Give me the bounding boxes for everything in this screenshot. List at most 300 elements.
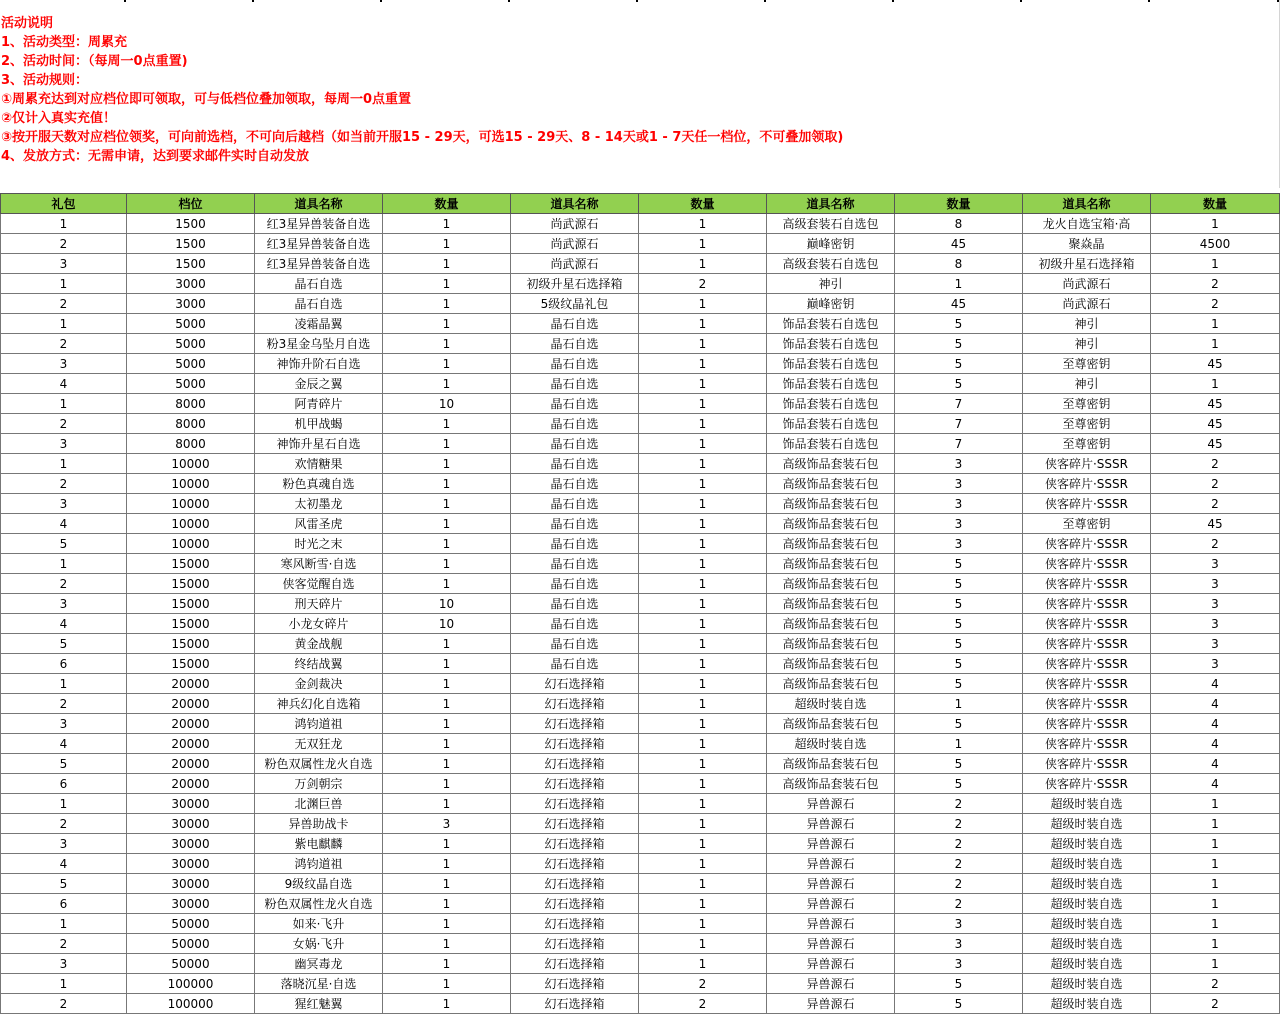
table-cell: 4500 <box>1151 234 1280 254</box>
table-cell: 异兽源石 <box>767 794 895 814</box>
table-cell: 30000 <box>127 834 255 854</box>
table-cell: 1 <box>1151 914 1280 934</box>
table-cell: 1 <box>383 514 511 534</box>
column-header: 档位 <box>127 194 255 214</box>
notice-title: 活动说明 <box>1 16 54 31</box>
table-cell: 超级时装自选 <box>1023 934 1151 954</box>
table-cell: 超级时装自选 <box>1023 794 1151 814</box>
table-cell: 饰品套装石自选包 <box>767 314 895 334</box>
table-cell: 1 <box>383 654 511 674</box>
table-cell: 6 <box>1 654 127 674</box>
table-cell: 30000 <box>127 874 255 894</box>
table-row <box>1 434 1280 454</box>
table-cell: 超级时装自选 <box>1023 894 1151 914</box>
table-cell: 30000 <box>127 794 255 814</box>
table-cell: 1 <box>383 494 511 514</box>
table-cell: 5 <box>895 354 1023 374</box>
table-row <box>1 574 1280 594</box>
table-cell: 10000 <box>127 454 255 474</box>
table-cell: 8000 <box>127 414 255 434</box>
table-cell: 晶石自选 <box>511 514 639 534</box>
table-cell: 1500 <box>127 234 255 254</box>
table-cell: 15000 <box>127 614 255 634</box>
table-cell: 晶石自选 <box>511 654 639 674</box>
table-cell: 小龙女碎片 <box>255 614 383 634</box>
table-row <box>1 514 1280 534</box>
table-cell: 1 <box>383 574 511 594</box>
notice-line: 1、活动类型：周累充 <box>1 35 128 50</box>
table-cell: 1 <box>383 854 511 874</box>
table-cell: 2 <box>895 874 1023 894</box>
table-cell: 饰品套装石自选包 <box>767 334 895 354</box>
table-cell: 1 <box>1 454 127 474</box>
table-cell: 3 <box>383 814 511 834</box>
table-cell: 黄金战舰 <box>255 634 383 654</box>
table-cell: 30000 <box>127 894 255 914</box>
table-cell: 超级时装自选 <box>1023 814 1151 834</box>
table-cell: 女娲·飞升 <box>255 934 383 954</box>
table-cell: 2 <box>1 814 127 834</box>
table-cell: 1 <box>1151 794 1280 814</box>
table-cell: 异兽源石 <box>767 894 895 914</box>
table-cell: 侠客碎片·SSSR <box>1023 554 1151 574</box>
table-cell: 4 <box>1151 694 1280 714</box>
table-cell: 1 <box>639 574 767 594</box>
table-cell: 1 <box>1151 834 1280 854</box>
table-cell: 2 <box>895 814 1023 834</box>
table-cell: 2 <box>1151 454 1280 474</box>
table-cell: 2 <box>1151 534 1280 554</box>
table-cell: 1 <box>383 254 511 274</box>
table-cell: 幻石选择箱 <box>511 914 639 934</box>
table-cell: 5 <box>895 614 1023 634</box>
table-cell: 1 <box>383 634 511 654</box>
table-cell: 5 <box>895 754 1023 774</box>
table-cell: 1 <box>383 314 511 334</box>
table-row <box>1 314 1280 334</box>
table-cell: 2 <box>639 974 767 994</box>
table-cell: 晶石自选 <box>511 554 639 574</box>
table-cell: 3000 <box>127 274 255 294</box>
table-cell: 3 <box>1151 594 1280 614</box>
table-cell: 15000 <box>127 554 255 574</box>
table-cell: 神兵幻化自选箱 <box>255 694 383 714</box>
table-cell: 异兽源石 <box>767 814 895 834</box>
table-cell: 幻石选择箱 <box>511 714 639 734</box>
table-cell: 侠客觉醒自选 <box>255 574 383 594</box>
table-cell: 5 <box>895 594 1023 614</box>
table-cell: 幻石选择箱 <box>511 894 639 914</box>
table-cell: 1 <box>383 334 511 354</box>
table-cell: 3 <box>1 834 127 854</box>
table-cell: 欢情糖果 <box>255 454 383 474</box>
column-header: 礼包 <box>1 194 127 214</box>
table-cell: 1 <box>1151 954 1280 974</box>
table-cell: 5000 <box>127 354 255 374</box>
table-cell: 5 <box>895 334 1023 354</box>
table-cell: 晶石自选 <box>511 374 639 394</box>
table-cell: 1 <box>1 914 127 934</box>
table-cell: 刑天碎片 <box>255 594 383 614</box>
table-cell: 1 <box>639 454 767 474</box>
table-cell: 侠客碎片·SSSR <box>1023 754 1151 774</box>
table-cell: 2 <box>1 234 127 254</box>
table-cell: 侠客碎片·SSSR <box>1023 574 1151 594</box>
table-cell: 5 <box>895 314 1023 334</box>
table-cell: 1 <box>639 394 767 414</box>
table-cell: 20000 <box>127 754 255 774</box>
table-cell: 1 <box>639 214 767 234</box>
table-cell: 侠客碎片·SSSR <box>1023 614 1151 634</box>
table-row <box>1 274 1280 294</box>
table-row <box>1 694 1280 714</box>
table-cell: 超级时装自选 <box>1023 974 1151 994</box>
table-cell: 8000 <box>127 394 255 414</box>
table-cell: 1500 <box>127 214 255 234</box>
table-cell: 10 <box>383 594 511 614</box>
table-cell: 1 <box>1 214 127 234</box>
table-cell: 神饰升阶石自选 <box>255 354 383 374</box>
table-cell: 粉3星金乌坠月自选 <box>255 334 383 354</box>
table-cell: 幽冥毒龙 <box>255 954 383 974</box>
table-cell: 1 <box>1 554 127 574</box>
table-cell: 终结战翼 <box>255 654 383 674</box>
table-cell: 1 <box>383 914 511 934</box>
table-cell: 异兽源石 <box>767 934 895 954</box>
table-cell: 1 <box>639 714 767 734</box>
table-cell: 20000 <box>127 734 255 754</box>
table-cell: 2 <box>639 274 767 294</box>
table-cell: 7 <box>895 394 1023 414</box>
table-cell: 1 <box>639 834 767 854</box>
table-cell: 4 <box>1151 754 1280 774</box>
table-cell: 3 <box>895 914 1023 934</box>
table-cell: 幻石选择箱 <box>511 834 639 854</box>
table-cell: 1 <box>1151 334 1280 354</box>
table-cell: 1 <box>1151 874 1280 894</box>
table-cell: 4 <box>1 374 127 394</box>
table-cell: 1 <box>639 874 767 894</box>
table-cell: 如来·飞升 <box>255 914 383 934</box>
table-cell: 1 <box>383 454 511 474</box>
table-cell: 红3星异兽装备自选 <box>255 254 383 274</box>
table-cell: 3 <box>1151 654 1280 674</box>
table-row <box>1 454 1280 474</box>
table-cell: 1 <box>383 734 511 754</box>
table-cell: 2 <box>1151 494 1280 514</box>
table-cell: 侠客碎片·SSSR <box>1023 654 1151 674</box>
table-cell: 高级饰品套装石包 <box>767 654 895 674</box>
table-cell: 1 <box>1 794 127 814</box>
table-cell: 高级饰品套装石包 <box>767 514 895 534</box>
table-cell: 1 <box>639 254 767 274</box>
table-cell: 1 <box>639 774 767 794</box>
notice-line: 2、活动时间：（每周一0点重置) <box>1 54 188 69</box>
table-cell: 1 <box>383 414 511 434</box>
table-row <box>1 354 1280 374</box>
column-header: 数量 <box>1151 194 1280 214</box>
table-cell: 4 <box>1151 734 1280 754</box>
table-cell: 异兽源石 <box>767 834 895 854</box>
table-cell: 20000 <box>127 694 255 714</box>
table-cell: 5 <box>1 754 127 774</box>
table-cell: 8 <box>895 254 1023 274</box>
table-cell: 45 <box>1151 354 1280 374</box>
table-cell: 幻石选择箱 <box>511 734 639 754</box>
table-cell: 1 <box>383 694 511 714</box>
table-cell: 晶石自选 <box>511 354 639 374</box>
table-cell: 1 <box>639 294 767 314</box>
table-cell: 高级饰品套装石包 <box>767 574 895 594</box>
table-cell: 幻石选择箱 <box>511 814 639 834</box>
table-cell: 万剑朝宗 <box>255 774 383 794</box>
table-cell: 1 <box>639 934 767 954</box>
table-cell: 4 <box>1 514 127 534</box>
table-cell: 2 <box>1 934 127 954</box>
table-cell: 尚武源石 <box>511 234 639 254</box>
table-cell: 晶石自选 <box>511 614 639 634</box>
table-cell: 1 <box>639 734 767 754</box>
table-row <box>1 614 1280 634</box>
table-cell: 鸿钧道祖 <box>255 714 383 734</box>
table-cell: 6 <box>1 894 127 914</box>
table-cell: 1 <box>383 894 511 914</box>
table-row <box>1 334 1280 354</box>
table-cell: 45 <box>1151 514 1280 534</box>
table-cell: 侠客碎片·SSSR <box>1023 474 1151 494</box>
notice-line: ①周累充达到对应档位即可领取，可与低档位叠加领取，每周一0点重置 <box>1 92 412 107</box>
table-cell: 30000 <box>127 854 255 874</box>
table-cell: 侠客碎片·SSSR <box>1023 774 1151 794</box>
table-cell: 2 <box>639 994 767 1014</box>
table-row <box>1 534 1280 554</box>
table-cell: 红3星异兽装备自选 <box>255 234 383 254</box>
table-cell: 1 <box>383 554 511 574</box>
table-cell: 2 <box>895 894 1023 914</box>
table-cell: 5000 <box>127 334 255 354</box>
table-cell: 3000 <box>127 294 255 314</box>
table-cell: 幻石选择箱 <box>511 974 639 994</box>
table-cell: 尚武源石 <box>511 254 639 274</box>
table-cell: 5级纹晶礼包 <box>511 294 639 314</box>
table-cell: 至尊密钥 <box>1023 514 1151 534</box>
table-cell: 晶石自选 <box>511 334 639 354</box>
table-cell: 高级饰品套装石包 <box>767 554 895 574</box>
table-cell: 1 <box>639 694 767 714</box>
table-cell: 45 <box>1151 394 1280 414</box>
table-cell: 超级时装自选 <box>767 694 895 714</box>
table-cell: 100000 <box>127 974 255 994</box>
table-cell: 3 <box>1151 614 1280 634</box>
table-cell: 高级套装石自选包 <box>767 254 895 274</box>
table-cell: 9级纹晶自选 <box>255 874 383 894</box>
table-cell: 5 <box>895 654 1023 674</box>
column-header: 数量 <box>383 194 511 214</box>
table-row <box>1 294 1280 314</box>
table-cell: 5000 <box>127 314 255 334</box>
table-cell: 2 <box>1 694 127 714</box>
table-row <box>1 394 1280 414</box>
table-cell: 侠客碎片·SSSR <box>1023 714 1151 734</box>
table-cell: 1 <box>895 694 1023 714</box>
table-cell: 晶石自选 <box>511 454 639 474</box>
table-cell: 3 <box>1 354 127 374</box>
table-cell: 晶石自选 <box>511 314 639 334</box>
notice-line: ③按开服天数对应档位领奖，可向前选档，不可向后越档（如当前开服15 - 29天，可选15 - 29天、8 - 14天或1 - 7天任一档位，不可叠加领取) <box>1 130 844 145</box>
table-cell: 3 <box>1 494 127 514</box>
table-cell: 5 <box>895 634 1023 654</box>
table-cell: 寒风断雪·自选 <box>255 554 383 574</box>
table-cell: 10 <box>383 394 511 414</box>
table-cell: 晶石自选 <box>511 394 639 414</box>
table-cell: 1 <box>383 214 511 234</box>
table-cell: 2 <box>1 294 127 314</box>
table-cell: 异兽源石 <box>767 914 895 934</box>
table-cell: 1 <box>1151 214 1280 234</box>
table-cell: 3 <box>895 934 1023 954</box>
table-cell: 侠客碎片·SSSR <box>1023 694 1151 714</box>
table-cell: 1 <box>1151 314 1280 334</box>
notice-line: 3、活动规则： <box>1 73 89 88</box>
table-cell: 1 <box>639 794 767 814</box>
table-row <box>1 754 1280 774</box>
table-cell: 紫电麒麟 <box>255 834 383 854</box>
table-cell: 神引 <box>1023 334 1151 354</box>
table-cell: 50000 <box>127 934 255 954</box>
table-cell: 巅峰密钥 <box>767 234 895 254</box>
table-cell: 至尊密钥 <box>1023 414 1151 434</box>
table-cell: 侠客碎片·SSSR <box>1023 494 1151 514</box>
column-header: 数量 <box>895 194 1023 214</box>
table-cell: 5 <box>895 554 1023 574</box>
table-cell: 4 <box>1151 674 1280 694</box>
table-cell: 45 <box>895 294 1023 314</box>
table-cell: 2 <box>895 834 1023 854</box>
table-cell: 1 <box>639 534 767 554</box>
table-cell: 初级升星石选择箱 <box>511 274 639 294</box>
table-cell: 20000 <box>127 714 255 734</box>
table-cell: 1 <box>639 614 767 634</box>
table-cell: 1 <box>639 414 767 434</box>
table-cell: 4 <box>1 734 127 754</box>
table-cell: 1 <box>639 494 767 514</box>
table-cell: 时光之末 <box>255 534 383 554</box>
table-cell: 3 <box>1151 554 1280 574</box>
table-cell: 5 <box>895 994 1023 1014</box>
table-cell: 1 <box>639 854 767 874</box>
table-row <box>1 414 1280 434</box>
table-cell: 幻石选择箱 <box>511 954 639 974</box>
table-cell: 30000 <box>127 814 255 834</box>
table-cell: 1 <box>639 954 767 974</box>
table-cell: 晶石自选 <box>511 474 639 494</box>
table-cell: 1 <box>639 814 767 834</box>
table-cell: 1 <box>639 914 767 934</box>
table-cell: 6 <box>1 774 127 794</box>
table-cell: 侠客碎片·SSSR <box>1023 674 1151 694</box>
table-cell: 侠客碎片·SSSR <box>1023 534 1151 554</box>
table-cell: 超级时装自选 <box>1023 834 1151 854</box>
table-cell: 幻石选择箱 <box>511 774 639 794</box>
table-cell: 3 <box>1 434 127 454</box>
table-cell: 红3星异兽装备自选 <box>255 214 383 234</box>
table-row <box>1 814 1280 834</box>
table-cell: 3 <box>1 254 127 274</box>
reward-table <box>0 193 1280 1014</box>
table-cell: 1 <box>1 314 127 334</box>
table-cell: 晶石自选 <box>255 294 383 314</box>
table-cell: 5 <box>1 634 127 654</box>
table-cell: 1 <box>383 714 511 734</box>
table-cell: 1 <box>1151 814 1280 834</box>
table-row <box>1 734 1280 754</box>
table-cell: 超级时装自选 <box>1023 914 1151 934</box>
table-cell: 晶石自选 <box>511 574 639 594</box>
table-cell: 5000 <box>127 374 255 394</box>
table-row <box>1 834 1280 854</box>
table-cell: 4 <box>1 854 127 874</box>
table-row <box>1 234 1280 254</box>
table-cell: 粉色双属性龙火自选 <box>255 754 383 774</box>
table-cell: 1500 <box>127 254 255 274</box>
table-cell: 1 <box>639 594 767 614</box>
table-cell: 5 <box>895 974 1023 994</box>
table-cell: 晶石自选 <box>511 534 639 554</box>
table-cell: 幻石选择箱 <box>511 874 639 894</box>
table-cell: 粉色双属性龙火自选 <box>255 894 383 914</box>
table-cell: 至尊密钥 <box>1023 434 1151 454</box>
table-cell: 尚武源石 <box>511 214 639 234</box>
table-cell: 2 <box>895 854 1023 874</box>
table-cell: 神饰升星石自选 <box>255 434 383 454</box>
table-cell: 异兽源石 <box>767 994 895 1014</box>
table-cell: 1 <box>383 834 511 854</box>
table-cell: 20000 <box>127 774 255 794</box>
table-cell: 4 <box>1151 774 1280 794</box>
table-cell: 1 <box>639 894 767 914</box>
table-cell: 高级饰品套装石包 <box>767 474 895 494</box>
table-cell: 异兽源石 <box>767 974 895 994</box>
table-cell: 1 <box>383 234 511 254</box>
table-cell: 2 <box>1 414 127 434</box>
table-cell: 8000 <box>127 434 255 454</box>
table-cell: 15000 <box>127 574 255 594</box>
table-row <box>1 934 1280 954</box>
table-cell: 2 <box>1151 274 1280 294</box>
table-cell: 1 <box>1 674 127 694</box>
table-cell: 神引 <box>767 274 895 294</box>
notice-line: 4、发放方式：无需申请，达到要求邮件实时自动发放 <box>1 149 310 164</box>
table-row <box>1 954 1280 974</box>
table-cell: 机甲战蝎 <box>255 414 383 434</box>
table-cell: 1 <box>639 514 767 534</box>
table-cell: 至尊密钥 <box>1023 354 1151 374</box>
table-cell: 1 <box>639 434 767 454</box>
table-cell: 3 <box>895 494 1023 514</box>
table-cell: 1 <box>1151 934 1280 954</box>
table-cell: 异兽源石 <box>767 954 895 974</box>
table-cell: 异兽助战卡 <box>255 814 383 834</box>
table-cell: 2 <box>1151 474 1280 494</box>
table-cell: 饰品套装石自选包 <box>767 394 895 414</box>
table-cell: 8 <box>895 214 1023 234</box>
table-cell: 1 <box>383 754 511 774</box>
table-cell: 1 <box>639 654 767 674</box>
table-cell: 1 <box>383 294 511 314</box>
table-cell: 风雷圣虎 <box>255 514 383 534</box>
table-cell: 幻石选择箱 <box>511 934 639 954</box>
table-cell: 2 <box>1 474 127 494</box>
